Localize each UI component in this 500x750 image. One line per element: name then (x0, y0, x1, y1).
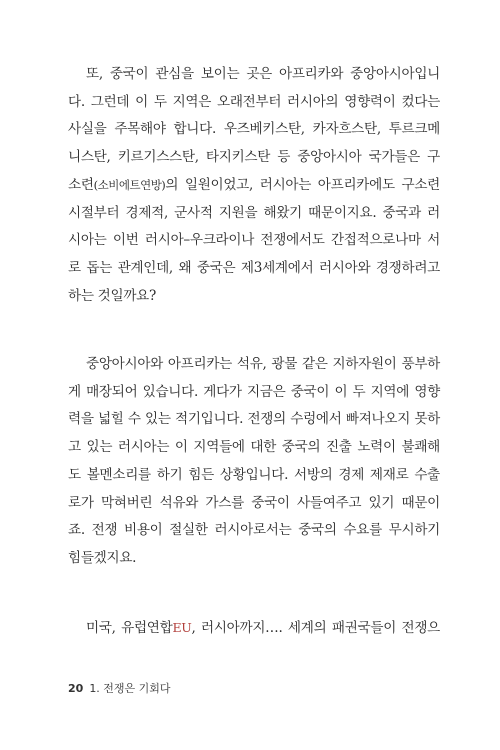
text-line-mixed (68, 172, 440, 200)
text-line: 로가 막혀버린 석유와 가스를 중국이 사들여주고 있기 때문이 (68, 494, 440, 511)
text-line: 죠. 전쟁 비용이 절실한 러시아로서는 중국의 수요를 무시하기 (68, 522, 440, 539)
parenthetical-note: (소비에트연방) (93, 177, 166, 192)
text-line: 력을 넓힐 수 있는 적기입니다. 전쟁의 수렁에서 빠져나오지 못하 (68, 411, 440, 428)
page-number: 20 (68, 682, 84, 695)
text-line: 고 있는 러시아는 이 지역들에 대한 중국의 진출 노력이 불쾌해 (68, 439, 440, 456)
text-fragment: 미국, 유럽연합 (86, 620, 173, 636)
paragraph-2 (68, 351, 440, 573)
chapter-title: 1. 전쟁은 기회다 (89, 682, 171, 695)
text-line: 힘들겠지요. (68, 549, 137, 566)
text-line: 도 볼멘소리를 하기 힘든 상황입니다. 서방의 경제 제재로 수출 (68, 466, 440, 483)
abbreviation-eu: EU (172, 620, 192, 635)
text-fragment: 소련 (68, 176, 94, 193)
text-line: 또, 중국이 관심을 보이는 곳은 아프리카와 중앙아시아입니 (86, 66, 440, 82)
text-line: 하는 것일까요? (68, 287, 156, 304)
paragraph-1 (68, 61, 440, 310)
text-line: 중앙아시아와 아프리카는 석유, 광물 같은 지하자원이 풍부하 (86, 356, 440, 372)
text-line: 니스탄, 키르기스스탄, 타지키스탄 등 중앙아시아 국가들은 구 (68, 149, 440, 166)
text-line: 다. 그런데 이 두 지역은 오래전부터 러시아의 영향력이 컸다는 (68, 93, 440, 110)
text-line-mixed (68, 614, 440, 643)
text-fragment: , 러시아까지…. 세계의 패권국들이 전쟁으 (191, 620, 440, 636)
text-fragment: 의 일원이었고, 러시아는 아프리카에도 구소련 (165, 176, 440, 193)
paragraph-3 (68, 614, 440, 643)
text-line: 게 매장되어 있습니다. 게다가 지금은 중국이 이 두 지역에 영향 (68, 383, 440, 400)
text-line: 시아는 이번 러시아–우크라이나 전쟁에서도 간접적으로나마 서 (68, 232, 440, 249)
text-line: 로 돕는 관계인데, 왜 중국은 제3세계에서 러시아와 경쟁하려고 (68, 259, 440, 276)
page-footer (68, 680, 171, 696)
text-line: 사실을 주목해야 합니다. 우즈베키스탄, 카자흐스탄, 투르크메 (68, 121, 440, 138)
text-line: 시절부터 경제적, 군사적 지원을 해왔기 때문이지요. 중국과 러 (68, 204, 440, 221)
